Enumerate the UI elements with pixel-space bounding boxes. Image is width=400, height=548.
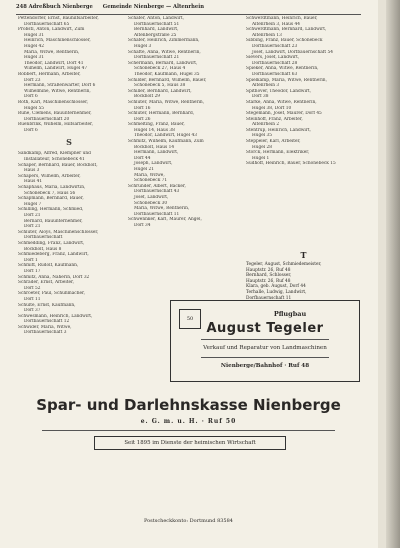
section-letter-s: S bbox=[66, 137, 72, 148]
directory-entry: Dorfbauernschaft 21 bbox=[134, 55, 180, 61]
directory-entry: Hauptstr. 26, Ruf 48 bbox=[246, 267, 291, 273]
directory-entry: Spithöver, Theodor, Landwirt, bbox=[246, 88, 311, 94]
directory-entry: Maria, Witwe, bbox=[134, 172, 165, 178]
directory-entry: Dorf 21 bbox=[24, 213, 41, 218]
directory-entry: Terhalle, Ludwig, Landwirt, bbox=[246, 289, 307, 295]
ad-line-2: Nienberge/Bahnhof · Ruf 48 bbox=[220, 363, 310, 369]
directory-entry: Dorfbauernschaft 23 bbox=[252, 43, 298, 49]
directory-entry: Schönebeck 7, Haus 56 bbox=[24, 190, 76, 196]
directory-entry: Schwennker, Karl, Maurer, Angel, bbox=[128, 217, 202, 223]
directory-entry: Starke, Anna, Witwe, Rentnerin, bbox=[246, 99, 317, 105]
directory-entry: Dorf 6 bbox=[24, 94, 38, 100]
directory-entry: Theodor, Kaufmann, Hügel 35 bbox=[134, 71, 200, 77]
bank-postscheck: Postscheckkonto: Dortmund 83584 bbox=[144, 518, 233, 524]
directory-entry: Schilling, Hermann, Schmied, bbox=[18, 207, 84, 213]
directory-entry: Pröbstl, Anton, Landwirt, Zum bbox=[18, 27, 85, 33]
directory-entry: Sibbing, Franz, Bauer, Schönebeck bbox=[246, 38, 323, 44]
directory-entry: Schmedding, Franz, Landwirt, bbox=[18, 240, 85, 246]
directory-entry: Hermann, Landwirt, bbox=[134, 150, 179, 156]
directory-entry: Schulte, Ernst, Kaufmann, bbox=[18, 302, 76, 308]
column-c-t-section bbox=[246, 250, 361, 301]
directory-entry: Schlüter, Hermann, Bernhard, bbox=[128, 111, 195, 117]
directory-entry: Schlüter, Aloys, Maschinenschlosser, bbox=[18, 229, 99, 235]
directory-entry: Hügel 55 bbox=[24, 105, 45, 111]
bank-title: Spar- und Darlehnskasse Nienberge bbox=[36, 396, 341, 414]
directory-entry: Schmitz, Wilhelm, Kaufmann, Zum bbox=[128, 139, 204, 145]
directory-entry: Heinrich, Maschinenschlosser, bbox=[24, 38, 91, 44]
advertisement-bank bbox=[16, 392, 361, 537]
directory-entry: Joseph, Landwirt, bbox=[134, 161, 173, 167]
directory-entry: Maria, Witwe, Rentnerin, bbox=[24, 49, 80, 55]
directory-entry: Schönebeck 27, Haus 4 bbox=[134, 66, 186, 72]
directory-entry: Haus 3 bbox=[24, 168, 40, 174]
directory-entry: Dorf 11 bbox=[24, 296, 41, 302]
directory-entry: Stegemann, Josef, Maurer, Dorf 45 bbox=[246, 111, 322, 117]
directory-entry: Installateur, Schönebeck 41 bbox=[24, 157, 85, 163]
header-center: Gemeinde Nienberge — Altenrhein bbox=[102, 4, 204, 10]
ad-rule-top bbox=[201, 339, 329, 340]
directory-entry: Wilhelmine, Witwe, Rentnerin, bbox=[24, 88, 91, 94]
directory-entry: Dorfbauernschaft 63 bbox=[252, 71, 298, 77]
column-a bbox=[18, 16, 120, 336]
binding-shadow bbox=[386, 0, 400, 548]
directory-entry: Josef, Landwirt, bbox=[134, 195, 169, 200]
directory-entry: Schründer, Albert, Bäcker, bbox=[128, 183, 186, 189]
directory-entry: Bockholt 29 bbox=[134, 94, 161, 100]
directory-entry: Dorfbauernschaft bbox=[24, 235, 63, 241]
ad-subtitle: Pflugbau bbox=[273, 310, 307, 318]
directory-entry: Dorfbauernschaft 11 bbox=[134, 211, 180, 217]
directory-entry: Schwerdtmann, Heinrich, Bauer, bbox=[246, 16, 318, 21]
directory-entry: Altenrhein 13 bbox=[252, 32, 282, 38]
directory-entry: Dorfbauernschaft 12 bbox=[24, 319, 70, 325]
directory-entry: Altenrhein 3 bbox=[252, 83, 280, 89]
directory-entry: Schäpers, Wilhelm, Arbeiter, bbox=[18, 173, 81, 179]
directory-entry: Schiller, Bernhard, Landwirt, bbox=[128, 88, 192, 94]
directory-entry: Maria, Witwe, Rentnerin, bbox=[134, 206, 190, 212]
directory-entry: Spielkamp, Maria, Witwe, Rentnerin, bbox=[246, 77, 327, 83]
directory-entry: Schilder, Bernhard, Wilhelm, Bauer, bbox=[128, 77, 207, 83]
directory-entry: Tegeler, August, Schmiedemeister, bbox=[246, 262, 322, 267]
directory-entry: Dorfbauernschaft 28 bbox=[252, 60, 298, 66]
directory-entry: Stentrup, Heinrich, Landwirt, bbox=[246, 127, 311, 133]
directory-entry: Sudhoff, Heinrich, Bauer, Schönebeck 15 bbox=[246, 161, 336, 167]
directory-entry: Theodor, Landwirt, Dorf 41 bbox=[24, 60, 84, 66]
directory-entry: Schönebeck 71 bbox=[134, 178, 168, 184]
directory-entry: Dorfbauernschaft 20 bbox=[24, 116, 70, 122]
directory-entry: Dorf 26 bbox=[134, 116, 151, 122]
directory-entry: Robbert, Hermann, Arbeiter, bbox=[18, 71, 81, 77]
directory-entry: Dorfbauernschaft 51 bbox=[134, 21, 180, 27]
directory-entry: Dorfbauernschaft 11 bbox=[246, 295, 292, 301]
directory-entry: Schmitt, Rudolf, Kaufmann, bbox=[18, 263, 79, 269]
directory-entry: Schmiedeberg, Franz, Landwirt, bbox=[18, 252, 89, 258]
directory-entry: Storck, Hermann, Elektriker, bbox=[246, 150, 310, 156]
directory-entry: Schönebeck 5, Haus 38 bbox=[134, 83, 186, 89]
directory-entry: Schräder, Ernst, Arbeiter, bbox=[18, 280, 75, 286]
directory-entry: Ruhe, Clemens, Bauunternehmer, bbox=[18, 111, 92, 117]
directory-entry: Schmitz, Anna, Näherin, Dorf 32 bbox=[18, 274, 90, 280]
directory-entry: Theodor, Landwirt, Hügel 43 bbox=[134, 133, 197, 139]
directory-entry: Hügel 42 bbox=[24, 43, 45, 49]
directory-entry: Haus 41 bbox=[24, 179, 43, 185]
directory-entry: Altenrhein 3, Haus 44 bbox=[252, 21, 300, 27]
directory-entry: Schwider, Maria, Witwe, bbox=[18, 324, 72, 330]
directory-entry: Schönebeck 30 bbox=[134, 200, 168, 206]
directory-entry: Hügel 7 bbox=[24, 201, 42, 207]
directory-entry: Dorfbauernschaft 43 bbox=[134, 189, 180, 195]
directory-entry: Schroeter, Paul, Schuhmacher, bbox=[18, 291, 85, 297]
bank-subtitle: e. G. m. u. H. · Ruf 50 bbox=[140, 418, 237, 425]
directory-entry: Altenbergstraße 25 bbox=[134, 32, 177, 38]
directory-entry: Bernard, Bauunternehmer, bbox=[24, 218, 83, 224]
directory-entry: Bernhard, Landwirt, bbox=[134, 27, 179, 33]
directory-entry: Schwesmann, Heinrich, Landwirt, bbox=[18, 313, 93, 319]
directory-entry: Schaphaus, Maria, Landwirtin, bbox=[18, 185, 86, 191]
directory-entry: Hauptstr. 26, Ruf 48 bbox=[246, 278, 291, 284]
directory-entry: Altenrhein 2 bbox=[252, 122, 280, 128]
directory-entry: Roth, Karl, Maschinenschlosser, bbox=[18, 99, 89, 105]
directory-entry: Steppeler, Karl, Arbeiter, bbox=[246, 139, 301, 145]
directory-entry: Steinhoff, Franz, Arbeiter, bbox=[246, 116, 303, 122]
directory-entry: Dorf 38 bbox=[252, 94, 269, 100]
directory-entry: Hügel 35 bbox=[252, 133, 273, 139]
directory-entry: Pettendörfer, Ernst, Bauhilfsarbeiter, bbox=[18, 16, 99, 21]
directory-entry: Dorf 6 bbox=[24, 127, 38, 133]
plow-logo-icon: 50 bbox=[179, 309, 201, 329]
bank-slogan-box: Seit 1895 im Dienste der heimischen Wirtschaft bbox=[94, 436, 286, 450]
directory-entry: Hügel 38, Dorf 10 bbox=[252, 105, 292, 111]
directory-entry: Hermann, Straßenwärter, Dorf 6 bbox=[24, 83, 96, 89]
directory-entry: Dorf 21 bbox=[24, 224, 41, 230]
directory-entry: Bockholt, Haus 14 bbox=[134, 144, 175, 150]
page-header bbox=[16, 4, 361, 14]
directory-entry: Josef, Landwirt, Dorfbauernschaft 54 bbox=[252, 49, 333, 55]
directory-entry: Dorf 23 bbox=[24, 77, 41, 83]
header-rule bbox=[16, 14, 361, 15]
column-c bbox=[246, 16, 361, 167]
directory-entry: Schmelting, Franz, Bauer, bbox=[128, 122, 185, 128]
directory-entry: Schermann, Bernard, Landwirt, bbox=[128, 60, 198, 66]
directory-entry: Schäfer, Heinrich, Zimmermann, bbox=[128, 38, 200, 44]
directory-entry: Bockholt, Haus 8 bbox=[24, 246, 62, 252]
directory-entry: Schlüter, Maria, Witwe, Rentnerin, bbox=[128, 99, 205, 105]
directory-entry: Schwerdtmann, Bernhard, Landwirt, bbox=[246, 27, 327, 33]
directory-entry: Hügel 3 bbox=[134, 43, 152, 49]
directory-entry: Hügel 31 bbox=[24, 32, 45, 38]
directory-entry: Sandkamp, Alfred, Klempner und bbox=[18, 151, 91, 157]
ad-line-1: Verkauf und Reparatur von Landmaschinen bbox=[203, 345, 327, 351]
directory-entry: Schapmann, Bernhard, Bauer, bbox=[18, 196, 84, 202]
directory-entry: Dorf 16 bbox=[134, 105, 151, 111]
directory-entry: Hügel 14, Haus 38 bbox=[134, 127, 175, 133]
ad-rule-mid bbox=[201, 357, 329, 358]
directory-entry: Schäfer, Anton, Landwirt, bbox=[128, 16, 184, 21]
directory-entry: Dorf 1 bbox=[24, 257, 38, 263]
page-edge bbox=[378, 0, 386, 548]
directory-entry: Klara, geb. August, Dorf 44 bbox=[246, 284, 306, 290]
header-left: 248 Adreßbuch Nienberge bbox=[16, 4, 93, 10]
directory-entry: Dorf 52 bbox=[24, 285, 41, 291]
directory-entry: Dorf 34 bbox=[134, 222, 151, 228]
directory-entry: Dorf 37 bbox=[24, 308, 41, 314]
directory-entry: Hügel 1 bbox=[252, 155, 270, 161]
directory-entry: Spieker, Anna, Witwe, Rentnerin, bbox=[246, 66, 319, 72]
advertisement-tegeler bbox=[170, 300, 360, 382]
directory-entry: Rüenbrink, Wilhelm, Hilfsarbeiter, bbox=[18, 122, 93, 128]
directory-entry: Dorf 44 bbox=[134, 155, 151, 161]
directory-entry: Dorfbauernschaft 65 bbox=[24, 21, 70, 27]
directory-entry: Bernhard, Schlosser, bbox=[246, 273, 292, 279]
directory-entry: Hügel 21 bbox=[134, 167, 155, 173]
directory-entry: Sievers, Josef, Landwirt, bbox=[246, 55, 300, 61]
directory-entry: Hügel 28 bbox=[252, 144, 273, 150]
directory-entry: Hügel 31 bbox=[24, 55, 45, 61]
directory-entry: Dorf 17 bbox=[24, 268, 41, 274]
ad-title: August Tegeler bbox=[206, 321, 324, 336]
section-letter-t: T bbox=[300, 250, 307, 260]
directory-entry: Wilhelm, Landwirt, Hügel 47 bbox=[24, 66, 88, 72]
directory-entry: Dorfbauernschaft 3 bbox=[24, 330, 67, 336]
bank-rule bbox=[42, 430, 335, 431]
column-b bbox=[128, 16, 238, 229]
directory-entry: Schäper, Bernhard, Bauer, Bockholt, bbox=[18, 162, 98, 168]
directory-entry: Schafte, Anna, Witwe, Rentnerin, bbox=[128, 49, 201, 55]
